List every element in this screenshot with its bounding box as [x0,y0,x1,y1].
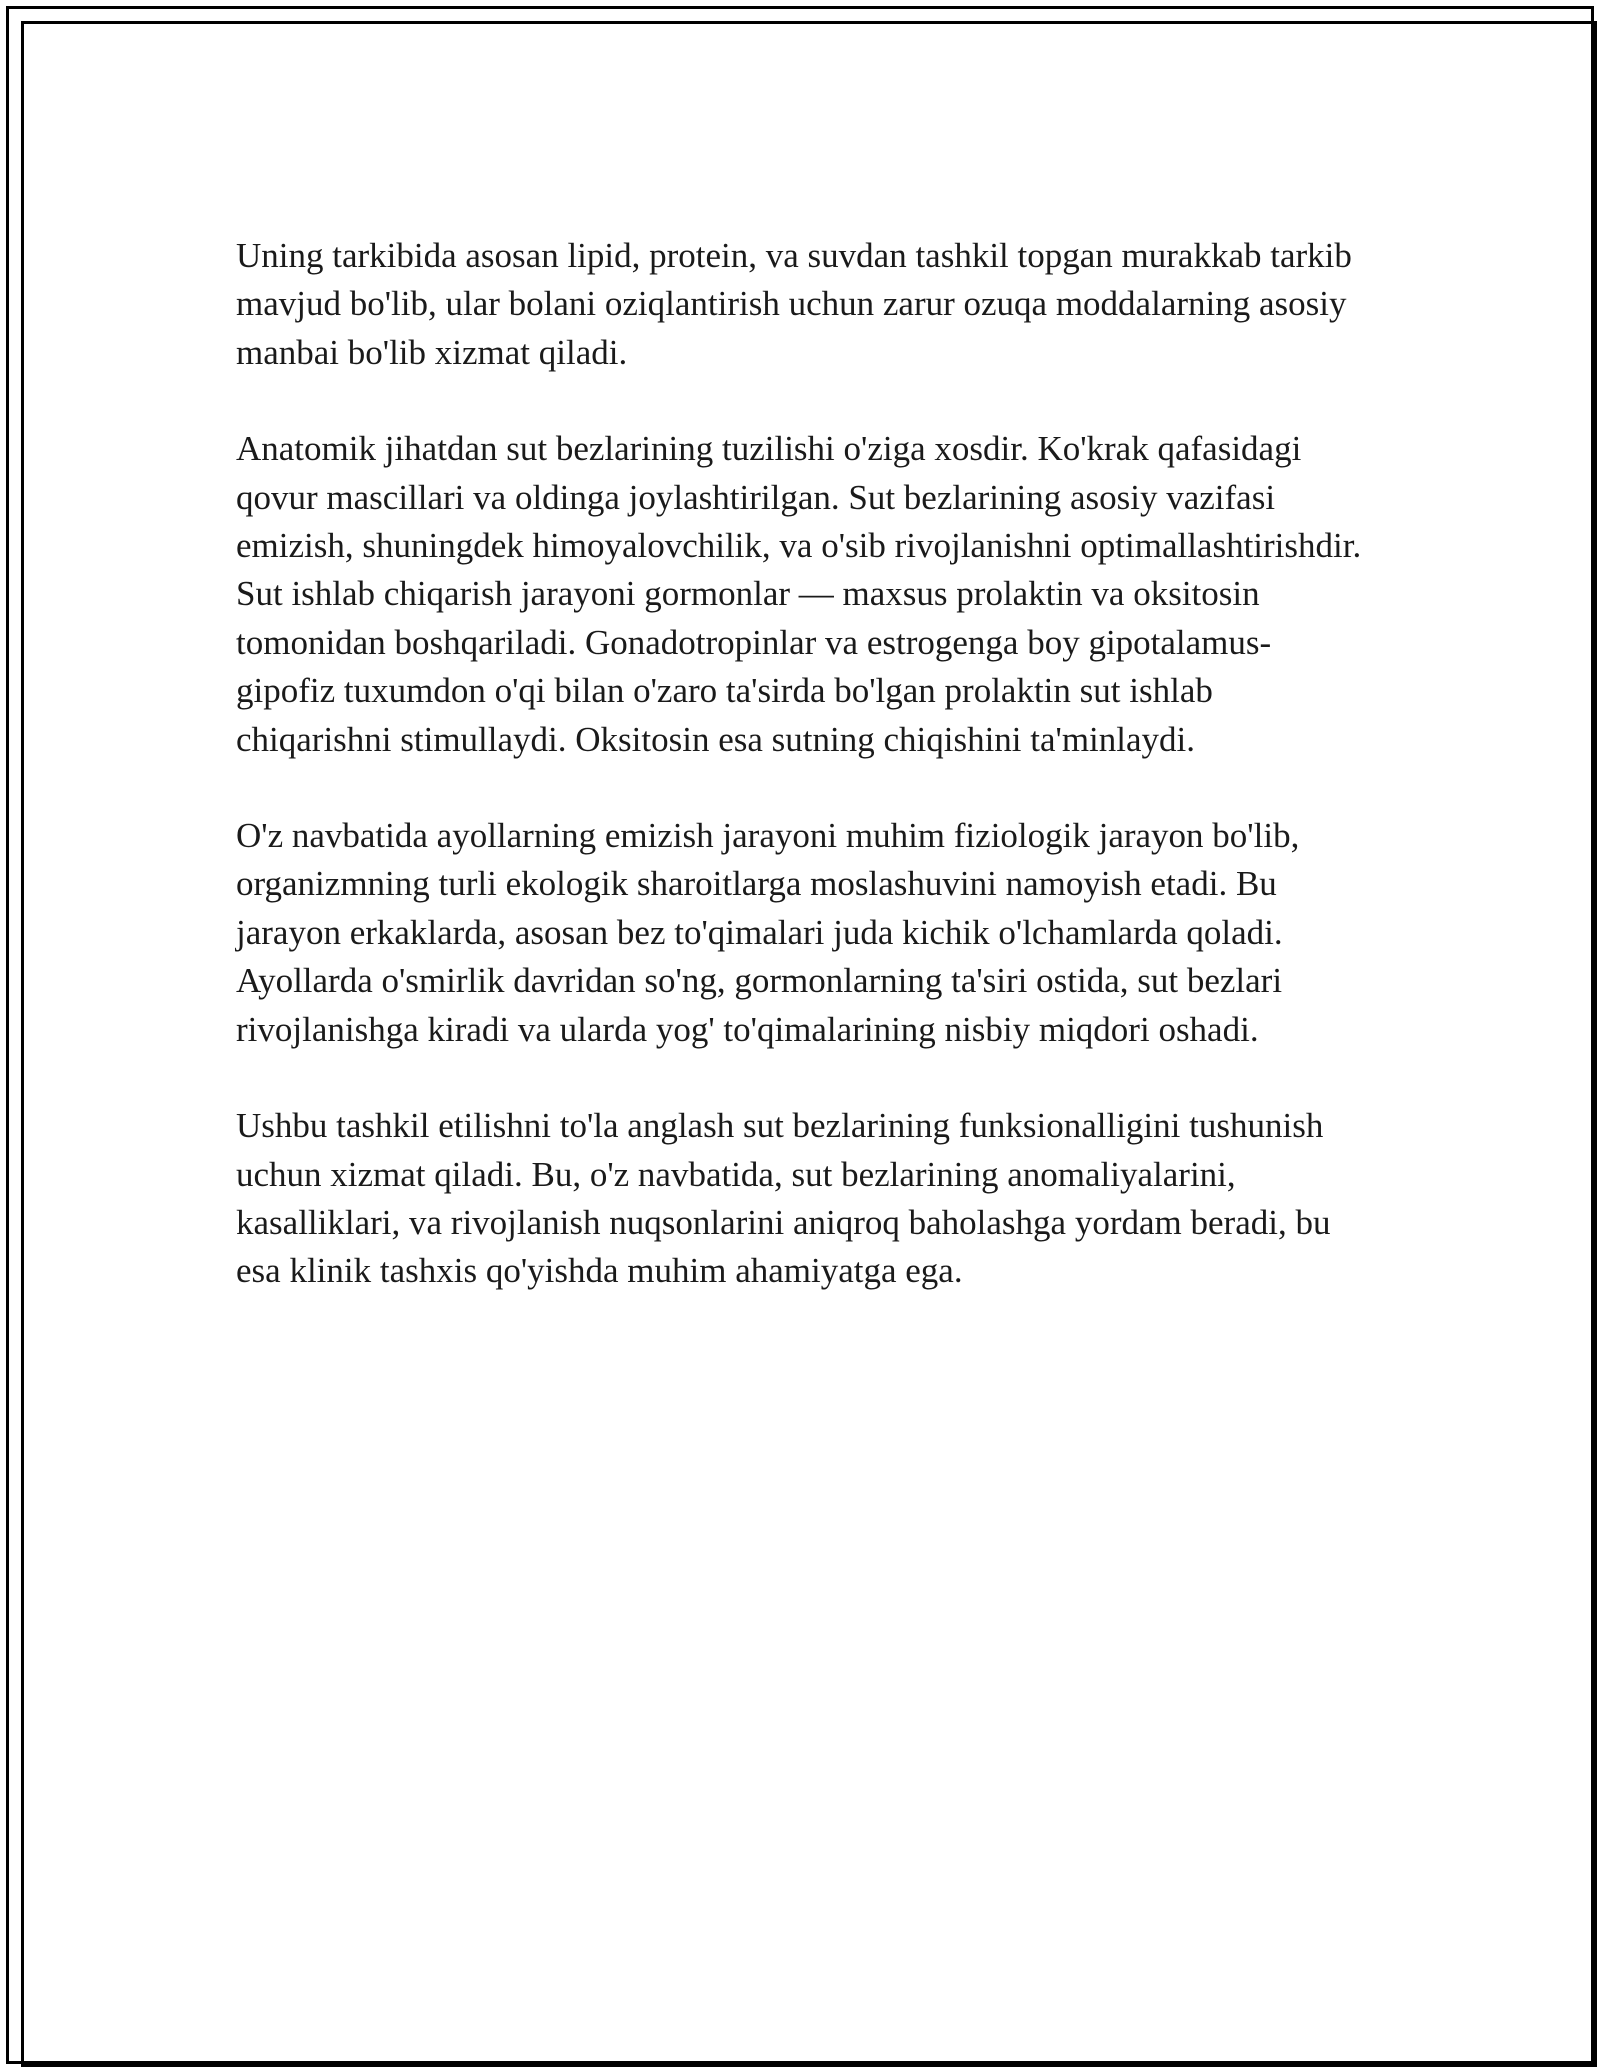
paragraph-3: O'z navbatida ayollarning emizish jarayoni muhim fiziologik jarayon bo'lib, organizmning turli ekologik sharoitlarga moslashuvini namoyish etadi. Bu jarayon erkaklarda, asosan bez to'qimalari juda kichik o'lchamlarda qoladi. Ayollarda o'smirlik davridan so'ng, gormonlarning ta'siri ostida, sut bezlari rivojlanishga kiradi va ularda yog' to'qimalarining nisbiy miqdori oshadi. [236,816,1300,1049]
paragraph-4: Ushbu tashkil etilishni to'la anglash sut bezlarining funksionalligini tushunish uchun xizmat qiladi. Bu, o'z navbatida, sut bezlarining anomaliyalarini, kasalliklari, va rivojlanish nuqsonlarini aniqroq baholashga yordam beradi, bu esa klinik tashxis qo'yishda muhim ahamiyatga ega. [236,1106,1331,1291]
document-body [236,232,1366,1344]
paragraph-2: Anatomik jihatdan sut bezlarining tuzilishi o'ziga xosdir. Ko'krak qafasidagi qovur mascillari va oldinga joylashtirilgan. Sut bezlarining asosiy vazifasi emizish, shuningdek himoyalovchilik, va o'sib rivojlanishni optimallashtirishdir. Sut ishlab chiqarish jarayoni gormonlar — maxsus prolaktin va oksitosin tomonidan boshqariladi. Gonadotropinlar va estrogenga boy gipotalamus-gipofiz tuxumdon o'qi bilan o'zaro ta'sirda bo'lgan prolaktin sut ishlab chiqarishni stimullaydi. Oksitosin esa sutning chiqishini ta'minlaydi. [236,429,1362,759]
paragraph-1: Uning tarkibida asosan lipid, protein, va suvdan tashkil topgan murakkab tarkib mavjud bo'lib, ular bolani oziqlantirish uchun zarur ozuqa moddalarning asosiy manbai bo'lib xizmat qiladi. [236,236,1352,372]
